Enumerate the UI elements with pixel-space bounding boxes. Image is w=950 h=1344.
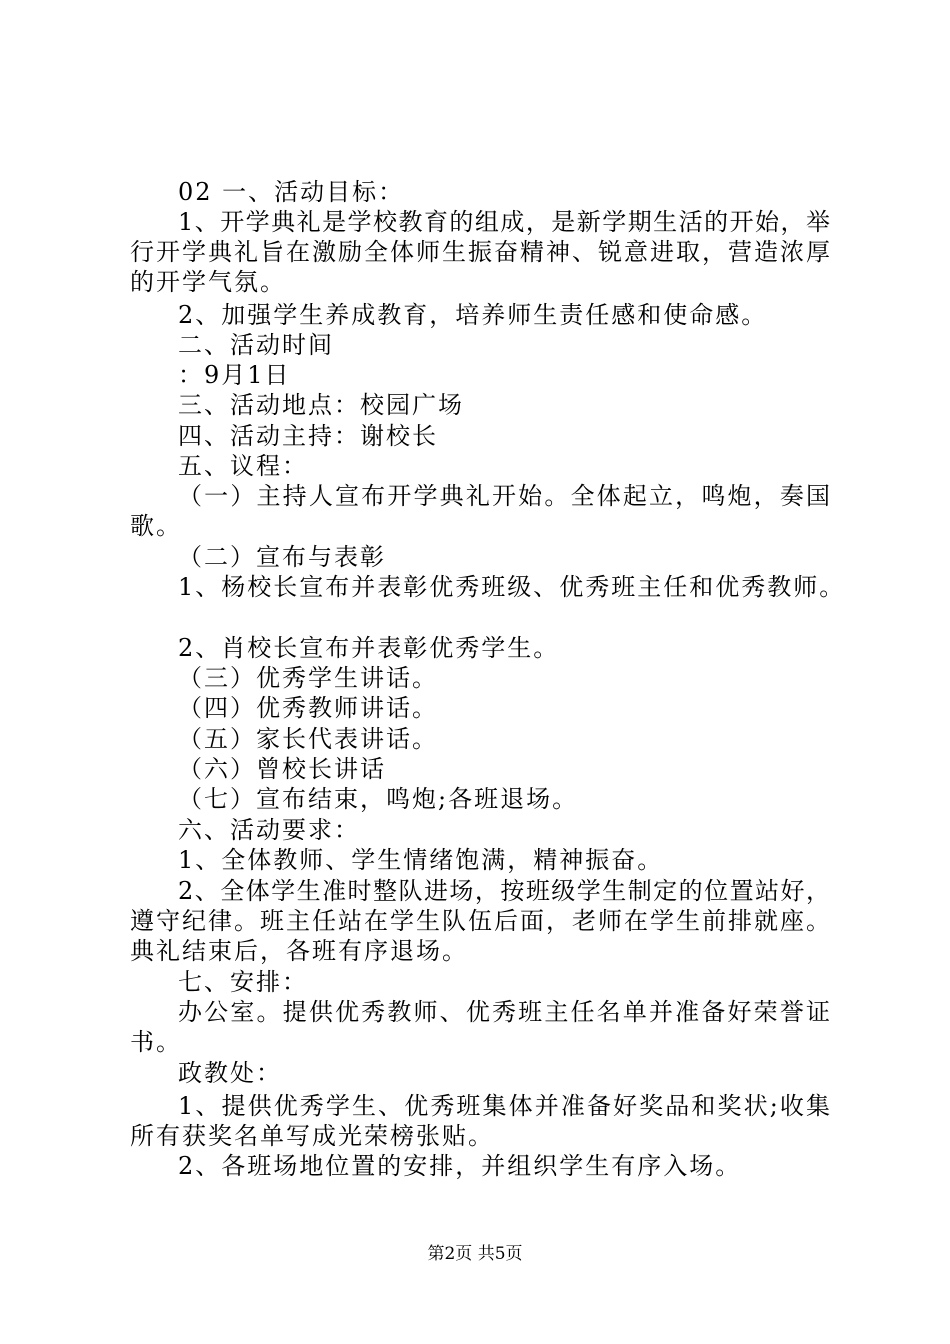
paragraph-line: （一）主持人宣布开学典礼开始。全体起立，鸣炮，奏国	[178, 482, 830, 510]
paragraph-line: 政教处：	[178, 1059, 282, 1087]
paragraph-line: 2、各班场地位置的安排，并组织学生有序入场。	[178, 1152, 742, 1180]
paragraph-line: 2、加强学生养成教育，培养师生责任感和使命感。	[178, 301, 768, 329]
paragraph-line: 2、肖校长宣布并表彰优秀学生。	[178, 634, 560, 662]
paragraph-line: （六）曾校长讲话	[178, 755, 386, 783]
paragraph-line: 1、提供优秀学生、优秀班集体并准备好奖品和奖状;收集	[178, 1092, 830, 1120]
paragraph-line: 书。	[130, 1028, 182, 1056]
paragraph-line: 的开学气氛。	[130, 268, 286, 296]
page-footer: 第2页 共5页	[427, 1244, 523, 1264]
paragraph-line: 1、全体教师、学生情绪饱满，精神振奋。	[178, 846, 664, 874]
section-heading-arrangements: 七、安排：	[178, 968, 308, 996]
section-heading-host: 四、活动主持：谢校长	[178, 422, 438, 450]
section-heading-location: 三、活动地点：校园广场	[178, 391, 464, 419]
section-heading-agenda: 五、议程：	[178, 452, 308, 480]
paragraph-line: （二）宣布与表彰	[178, 543, 386, 571]
paragraph-line: 歌。	[130, 512, 182, 540]
paragraph-line: （七）宣布结束，鸣炮;各班退场。	[178, 785, 579, 813]
section-heading-time: 二、活动时间	[178, 331, 334, 359]
paragraph-line: 1、杨校长宣布并表彰优秀班级、优秀班主任和优秀教师。	[178, 573, 846, 601]
paragraph-line: 1、开学典礼是学校教育的组成，是新学期生活的开始，举	[178, 208, 830, 236]
paragraph-line: ：9月1日	[178, 361, 291, 389]
paragraph-line: 所有获奖名单写成光荣榜张贴。	[130, 1122, 494, 1150]
paragraph-line: 办公室。提供优秀教师、优秀班主任名单并准备好荣誉证	[178, 998, 830, 1026]
paragraph-line: 行开学典礼旨在激励全体师生振奋精神、锐意进取，营造浓厚	[130, 238, 830, 266]
paragraph-line: 2、全体学生准时整队进场，按班级学生制定的位置站好，	[178, 877, 830, 905]
paragraph-line: （五）家长代表讲话。	[178, 725, 438, 753]
section-heading-goals: 02 一、活动目标：	[178, 178, 405, 206]
paragraph-line: （三）优秀学生讲话。	[178, 664, 438, 692]
section-heading-requirements: 六、活动要求：	[178, 816, 360, 844]
paragraph-line: （四）优秀教师讲话。	[178, 694, 438, 722]
paragraph-line: 遵守纪律。班主任站在学生队伍后面，老师在学生前排就座。	[130, 907, 830, 935]
paragraph-line: 典礼结束后，各班有序退场。	[130, 937, 468, 965]
